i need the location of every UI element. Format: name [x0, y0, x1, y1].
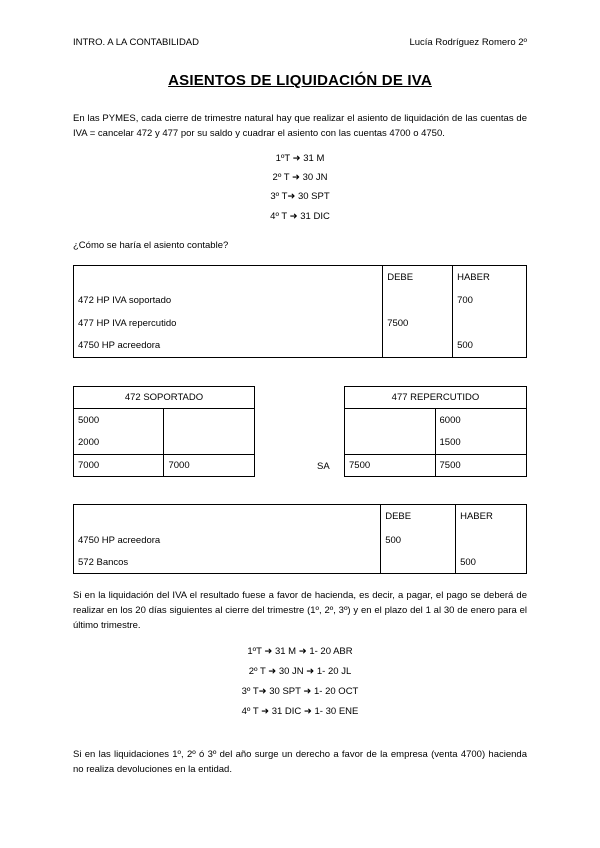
quarter-item: 3º T➜ 30 SPT — [270, 191, 330, 202]
header-right: Lucía Rodríguez Romero 2º — [409, 37, 527, 48]
haber-cell: 700 — [453, 289, 527, 312]
quarter-item: 1ºT ➜ 31 M — [275, 153, 325, 164]
t-debit-cell: 5000 — [74, 409, 164, 432]
quarter-item: 2º T ➜ 30 JN — [272, 172, 328, 183]
account-cell: 572 Bancos — [74, 552, 381, 574]
account-cell: 4750 HP acreedora — [74, 529, 381, 552]
payment-period-item: 1ºT ➜ 31 M ➜ 1- 20 ABR — [247, 646, 353, 657]
table-row — [74, 529, 527, 552]
debe-header: DEBE — [383, 266, 453, 289]
account-cell: 472 HP IVA soportado — [74, 289, 383, 312]
debe-header: DEBE — [381, 505, 456, 529]
debe-cell: 500 — [381, 529, 456, 552]
table-row — [74, 335, 527, 358]
t-debit-cell — [345, 432, 436, 455]
debe-cell: 7500 — [383, 312, 453, 335]
debe-cell — [383, 289, 453, 312]
t-debit-cell — [345, 409, 436, 432]
closing-paragraph: Si en las liquidaciones 1º, 2º ó 3º del año surge un derecho a favor de la empresa (venta 4700) hacienda no realiza devoluciones en la entidad. — [73, 749, 527, 775]
haber-cell: 500 — [456, 552, 527, 574]
debe-cell — [383, 335, 453, 358]
haber-header: HABER — [456, 505, 527, 529]
haber-cell: 500 — [453, 335, 527, 358]
t-credit-cell — [164, 432, 255, 455]
t-credit-cell — [164, 409, 255, 432]
intro-paragraph: En las PYMES, cada cierre de trimestre natural hay que realizar el asiento de liquidación de las cuentas de IVA = cancelar 472 y 477 por su saldo y cuadrar el asiento con las cuentas 4700 o 4750. — [73, 113, 527, 139]
payment-period-item: 4º T ➜ 31 DIC ➜ 1- 30 ENE — [241, 706, 359, 717]
t-account-title: 472 SOPORTADO — [74, 387, 255, 409]
table-row — [74, 552, 527, 574]
page-title: ASIENTOS DE LIQUIDACIÓN DE IVA — [168, 72, 432, 89]
t-total-cell: 7000 — [74, 455, 164, 477]
journal-table-1 — [73, 265, 527, 358]
table-header-row — [74, 505, 527, 529]
haber-cell — [456, 529, 527, 552]
t-total-cell: 7000 — [164, 455, 255, 477]
haber-header: HABER — [453, 266, 527, 289]
t-account-repercutido — [344, 386, 527, 477]
t-credit-cell: 1500 — [435, 432, 527, 455]
debe-cell — [381, 552, 456, 574]
t-total-cell: 7500 — [345, 455, 436, 477]
account-cell: 4750 HP acreedora — [74, 335, 383, 358]
payment-period-item: 2º T ➜ 30 JN ➜ 1- 20 JL — [248, 666, 352, 677]
t-credit-cell: 6000 — [435, 409, 527, 432]
header-left: INTRO. A LA CONTABILIDAD — [73, 37, 199, 48]
quarter-item: 4º T ➜ 31 DIC — [270, 211, 330, 222]
t-debit-cell: 2000 — [74, 432, 164, 455]
account-cell: 477 HP IVA repercutido — [74, 312, 383, 335]
table-row — [74, 289, 527, 312]
payment-paragraph: Si en la liquidación del IVA el resultado fuese a favor de hacienda, es decir, a pagar, el pago se deberá de realizar en los 20 días siguientes al cierre del trimestre (1º, 2º, 3º) y en el plazo del 1 al 30 de enero para el último trimestre. — [73, 590, 527, 631]
t-account-title: 477 REPERCUTIDO — [345, 387, 527, 409]
table-header-row — [74, 266, 527, 289]
payment-period-item: 3º T➜ 30 SPT ➜ 1- 20 OCT — [241, 686, 359, 697]
table-row — [74, 312, 527, 335]
haber-cell — [453, 312, 527, 335]
question-text: ¿Cómo se haría el asiento contable? — [73, 240, 229, 251]
sa-label: SA — [317, 461, 330, 472]
t-account-soportado — [73, 386, 255, 477]
journal-table-2 — [73, 504, 527, 574]
t-total-cell: 7500 — [435, 455, 527, 477]
